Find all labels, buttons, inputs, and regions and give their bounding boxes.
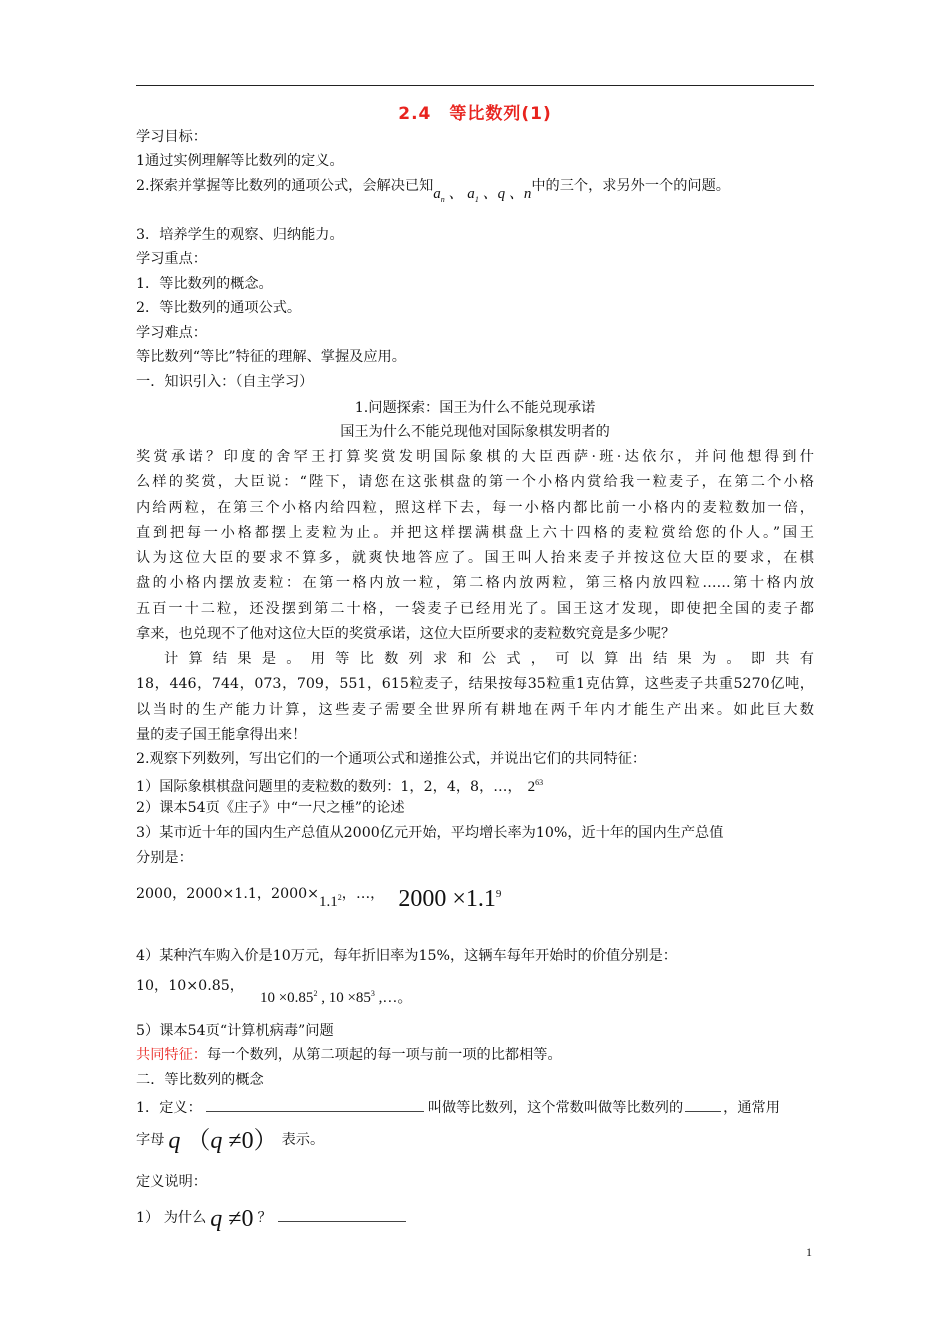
definition-line-2: 字母 q （q ≠0） 表示。 bbox=[136, 1128, 325, 1154]
objective-3: 3．培养学生的观察、归纳能力。 bbox=[136, 227, 344, 243]
formula-variables: $a_n$ 、 $a_1$ 、q 、n bbox=[433, 186, 532, 204]
definition-blank[interactable] bbox=[206, 1097, 424, 1112]
formula-q-nonzero: q （q ≠0） bbox=[168, 1128, 278, 1154]
example-3-line-1: 3）某市近十年的国内生产总值从2000亿元开始，平均增长率为10%，近十年的国内生产总值 bbox=[136, 825, 724, 841]
calculation-paragraph: 计算结果是。用等比数列求和公式，可以算出结果为。即共有 18，446，744，073，709，551，615粒麦子，结果按每35粒重1克估算，这些麦子共重5270亿吨， 以当时的生产能力计算，这些麦子需要全世界所有耕地在两千年内才能生产出来。如此巨大数 量的麦子国王能拿得出来！ bbox=[136, 651, 814, 743]
note-1: 1） 为什么 q ≠0 ？ bbox=[136, 1205, 406, 1228]
common-feature: 共同特征：每一个数列，从第二项起的每一项与前一项的比都相等。 bbox=[136, 1047, 562, 1063]
problem-title: 1.问题探索：国王为什么不能兑现承诺 bbox=[354, 400, 596, 416]
example-4: 4）某种汽车购入价是10万元，每年折旧率为15%，这辆车每年开始时的价值分别是： bbox=[136, 948, 677, 964]
example-3-line-2: 分别是： bbox=[136, 850, 193, 866]
objective-2: 2.探索并掌握等比数列的通项公式，会解决已知$a_n$ 、 $a_1$ 、q 、n中的三个，求另外一个的问题。 bbox=[136, 178, 730, 204]
header-rule bbox=[136, 85, 814, 86]
formula-q-neq-0: q ≠0 bbox=[210, 1206, 254, 1232]
example-2: 2）课本54页《庄子》中“一尺之棰”的论述 bbox=[136, 800, 405, 816]
note-1-blank[interactable] bbox=[278, 1207, 406, 1222]
key-heading: 学习重点： bbox=[136, 251, 207, 267]
section-2-heading: 二．等比数列的概念 bbox=[136, 1072, 264, 1088]
example-3-sequence: 2000，2000×1.1，$2000\times 1.1^2$，…， $2000 \times 1.1^9$ bbox=[136, 886, 502, 912]
formula-2000-times-1-1-pow-9: $2000 \times 1.1^9$ bbox=[398, 886, 502, 912]
example-4-sequence: 10，10×0.85，$10 \times 0.85^2$ , $10 \times 85^3$ ,…。 bbox=[136, 978, 413, 1006]
key-point-1: 1．等比数列的概念。 bbox=[136, 276, 273, 292]
ratio-blank[interactable] bbox=[685, 1097, 721, 1112]
observe-instruction: 2.观察下列数列，写出它们的一个通项公式和递推公式，并说出它们的共同特征： bbox=[136, 751, 647, 767]
objective-1: 1通过实例理解等比数列的定义。 bbox=[136, 153, 344, 169]
page-title: 2.4 等比数列(1) bbox=[398, 104, 552, 124]
problem-subtitle: 国王为什么不能兑现他对国际象棋发明者的 bbox=[340, 424, 610, 440]
definition-line: 1．定义： 叫做等比数列，这个常数叫做等比数列的 ，通常用 bbox=[136, 1097, 780, 1118]
difficulty-heading: 学习难点： bbox=[136, 325, 207, 341]
formula-2-pow-63: $2^{63}$ bbox=[527, 778, 544, 795]
note-heading: 定义说明： bbox=[136, 1174, 207, 1190]
example-5: 5）课本54页“计算机病毒”问题 bbox=[136, 1023, 334, 1039]
section-1-heading: 一．知识引入：（自主学习） bbox=[136, 374, 314, 390]
key-point-2: 2．等比数列的通项公式。 bbox=[136, 300, 302, 316]
formula-depreciation: $10 \times 0.85^2$ , $10 \times 85^3$ ,…。 bbox=[259, 989, 413, 1006]
difficulty-1: 等比数列“等比”特征的理解、掌握及应用。 bbox=[136, 349, 406, 365]
page-number: 1 bbox=[806, 1245, 812, 1259]
objectives-heading: 学习目标： bbox=[136, 129, 207, 145]
example-1: 1）国际象棋棋盘问题里的麦粒数的数列：1，2，4，8，…， $2^{63}$ bbox=[136, 778, 544, 795]
formula-1-1-squared: $1.1^2$ bbox=[319, 893, 342, 910]
story-paragraph: 奖赏承诺？印度的舍罕王打算奖赏发明国际象棋的大臣西萨·班·达依尔，并问他想得到什 么样的奖赏，大臣说：“陛下，请您在这张棋盘的第一个小格内赏给我一粒麦子，在第二个小格 内给两粒，在第三个小格内给四粒，照这样下去，每一小格内都比前一小格内的麦粒数加一倍， 直到把每一小格都摆上麦粒为止。并把这样摆满棋盘上六十四格的麦粒赏给您的仆人。”国王 认为这位大臣的要求不算多，就爽快地答应了。国王叫人抬来麦子并按这位大臣的要求，在棋 盘的小格内摆放麦粒：在第一格内放一粒，第二格内放两粒，第三格内放四粒……第十格内放 五百一十二粒，还没摆到第二十格，一袋麦子已经用光了。国王这才发现，即使把全国的麦子都 拿来，也兑现不了他对这位大臣的奖赏承诺，这位大臣所要求的麦粒数究竟是多少呢？ bbox=[136, 449, 814, 643]
